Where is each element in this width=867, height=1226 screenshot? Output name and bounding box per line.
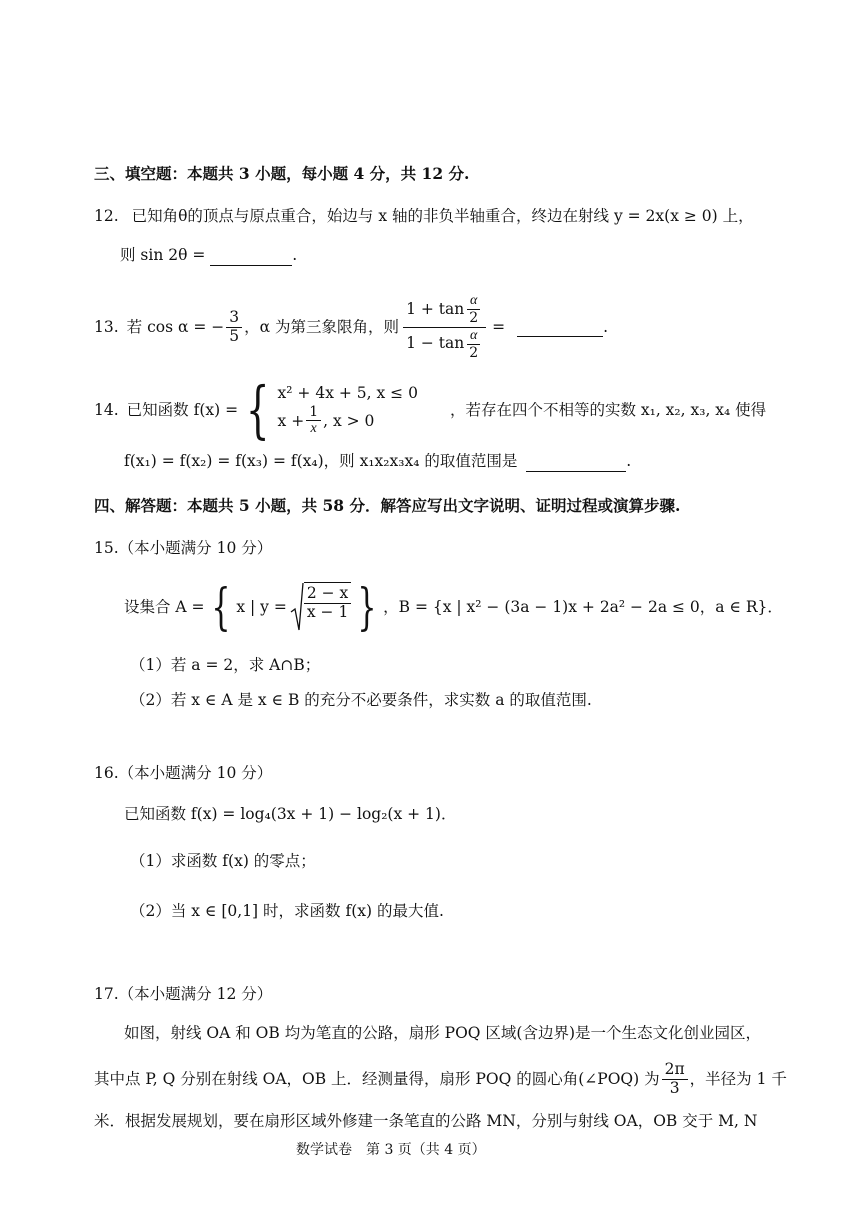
question-14-condition: f(x₁) = f(x₂) = f(x₃) = f(x₄)，则 x₁x₂x₃x₄ 的取值范围是: [124, 452, 518, 470]
question-14-line-2: [124, 452, 631, 472]
fraction-denominator: 5: [229, 326, 240, 345]
fraction-denominator: x: [310, 421, 317, 437]
piecewise-cases: [278, 383, 418, 438]
fraction-numerator: 2π: [662, 1061, 688, 1080]
sqrt-numerator: 2 − x: [304, 585, 351, 604]
question-13-middle: ，α 为第三象限角，则: [244, 317, 400, 336]
question-14-line-1: [94, 374, 766, 446]
question-12-stem: 已知角θ的顶点与原点重合，始边与 x 轴的非负半轴重合，终边在射线 y = 2x(x ≥ 0) 上，: [131, 207, 754, 225]
one-plus-tan: 1 + tan: [406, 300, 465, 318]
question-14-prefix: 已知函数 f(x) =: [126, 400, 239, 419]
question-15-part-2: （2）若 x ∈ A 是 x ∈ B 的充分不必要条件，求实数 a 的取值范围.: [130, 691, 592, 709]
answer-blank-13[interactable]: [517, 317, 603, 337]
question-13-prefix: 若 cos α = −: [126, 317, 225, 336]
set-a-prefix: 设集合 A =: [124, 597, 205, 616]
two-pi-over-three-fraction: [662, 1061, 688, 1098]
equals-sign: =: [492, 317, 506, 336]
tan-ratio-fraction: [403, 293, 486, 360]
sqrt-denominator: x − 1: [306, 602, 349, 621]
question-15-sets: [124, 578, 783, 636]
fraction-denominator: 3: [669, 1078, 680, 1097]
sqrt-expression: [290, 582, 351, 632]
question-13-period: .: [603, 317, 609, 336]
answer-blank-12[interactable]: [210, 246, 292, 266]
alpha-half-top: [466, 293, 481, 326]
set-a-inner: x | y =: [236, 597, 287, 616]
case-2-x-plus: x +: [277, 411, 305, 430]
fraction-numerator: 3: [226, 309, 242, 328]
left-brace-icon: {: [210, 578, 230, 636]
two-symbol: 2: [469, 344, 479, 361]
question-17-header: 17.（本小题满分 12 分）: [94, 985, 273, 1003]
alpha-half-bottom: [466, 328, 481, 361]
question-16-part-1: （1）求函数 f(x) 的零点；: [130, 852, 316, 870]
tan-ratio-denominator: [403, 328, 486, 361]
page-footer: 数学试卷 第 3 页（共 4 页）: [296, 1142, 486, 1158]
question-17-line-3: 米．根据发展规划，要在扇形区域外修建一条笔直的公路 MN，分别与射线 OA，OB 交于 M, N: [94, 1112, 758, 1130]
question-16-stem: 已知函数 f(x) = log₄(3x + 1) − log₂(x + 1)．: [124, 805, 457, 823]
piecewise-case-2: [278, 404, 418, 437]
question-12-number: 12.: [94, 207, 119, 225]
question-17-line-1: 如图，射线 OA 和 OB 均为笔直的公路，扇形 POQ 区域(含边界)是一个生态文化创业园区，: [124, 1024, 762, 1042]
question-17-line-2: [94, 1054, 787, 1104]
question-13: [94, 284, 608, 370]
question-12-expression: 则 sin 2θ =: [120, 246, 206, 264]
question-15-part-1: （1）若 a = 2，求 A∩B；: [130, 656, 321, 674]
question-14-after: ，若存在四个不相等的实数 x₁, x₂, x₃, x₄ 使得: [449, 400, 767, 419]
piecewise-case-1: x² + 4x + 5, x ≤ 0: [277, 383, 418, 402]
sqrt-fraction: [304, 582, 351, 632]
section-three-heading: 三、填空题：本题共 3 小题，每小题 4 分，共 12 分.: [94, 164, 470, 183]
question-12-line-2: [120, 246, 297, 266]
case-2-condition: , x > 0: [323, 411, 375, 430]
two-symbol: 2: [469, 310, 479, 327]
question-17-line-2-suffix: ，半径为 1 千: [689, 1069, 787, 1088]
right-brace-icon: }: [357, 578, 377, 636]
answer-blank-14[interactable]: [526, 452, 626, 472]
alpha-symbol: α: [467, 293, 480, 310]
one-over-x-fraction: [306, 404, 321, 437]
set-b-definition: ，B = {x | x² − (3a − 1)x + 2a² − 2a ≤ 0，a ∈ R}．: [383, 597, 783, 616]
question-14-period: .: [626, 452, 632, 470]
left-brace-icon: {: [245, 373, 270, 446]
question-14-number: 14.: [94, 400, 119, 419]
one-minus-tan: 1 − tan: [406, 334, 465, 353]
question-16-part-2: （2）当 x ∈ [0,1] 时，求函数 f(x) 的最大值.: [130, 902, 444, 920]
alpha-symbol: α: [467, 328, 480, 345]
question-12-period: .: [292, 246, 298, 264]
question-12-line-1: [94, 207, 754, 226]
section-four-heading: 四、解答题：本题共 5 小题，共 58 分．解答应写出文字说明、证明过程或演算步骤.: [94, 496, 681, 515]
question-15-header: 15.（本小题满分 10 分）: [94, 539, 273, 557]
question-17-line-2-text: 其中点 P, Q 分别在射线 OA，OB 上．经测量得，扇形 POQ 的圆心角(∠POQ) 为: [94, 1069, 660, 1088]
sqrt-icon: [290, 582, 304, 632]
question-16-header: 16.（本小题满分 10 分）: [94, 764, 273, 782]
fraction-numerator: 1: [306, 404, 321, 421]
fraction-three-fifths: [226, 309, 242, 346]
question-13-number: 13.: [94, 317, 119, 336]
tan-ratio-numerator: [403, 293, 486, 327]
